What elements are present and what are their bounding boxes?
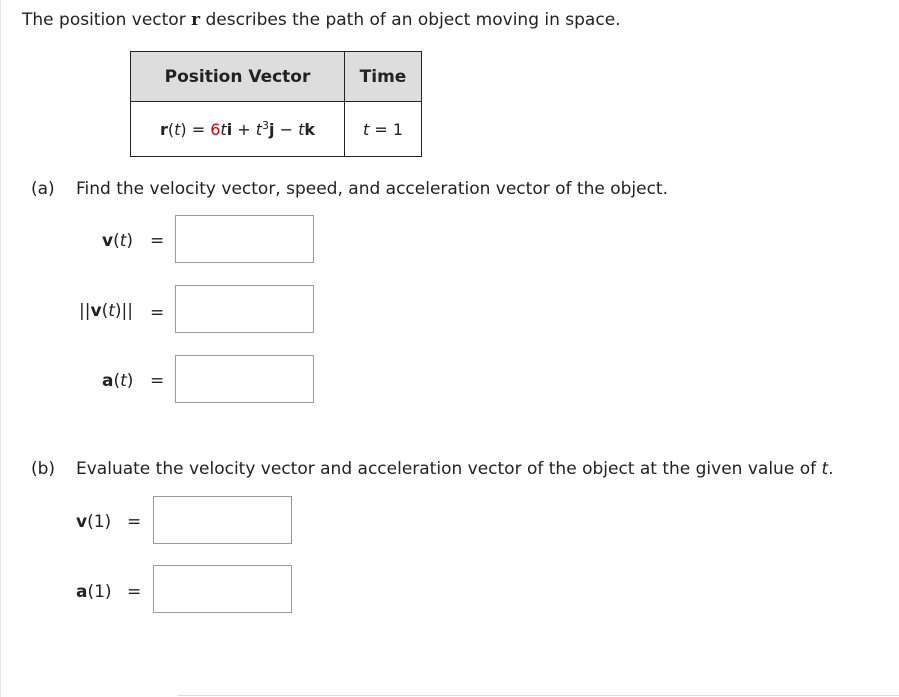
acceleration-at-1-equals: = <box>127 582 142 602</box>
velocity-open-paren: ( <box>113 231 120 251</box>
acceleration-at-1-answer-input[interactable] <box>153 565 292 613</box>
left-border <box>0 0 1 697</box>
formula-t1: t <box>220 120 227 139</box>
bottom-divider <box>178 695 899 696</box>
formula-r: r <box>159 120 168 139</box>
speed-label <box>79 300 133 322</box>
velocity-equals: = <box>150 231 165 251</box>
acceleration-answer-input[interactable] <box>175 355 314 403</box>
intro-text-start: The position vector <box>22 10 192 30</box>
speed-symbol: v <box>90 301 102 321</box>
part-b-heading <box>31 458 834 480</box>
part-a-heading <box>31 178 668 200</box>
formula-close-eq: ) = <box>180 120 211 139</box>
velocity-var-t: t <box>119 231 127 251</box>
velocity-label <box>102 230 133 252</box>
velocity-at-1-label <box>76 511 111 533</box>
velocity-close-paren: ) <box>126 231 134 251</box>
part-a-label: (a) <box>31 179 55 199</box>
speed-answer-input[interactable] <box>175 285 314 333</box>
acceleration-open-paren: ( <box>113 371 121 391</box>
velocity-symbol: v <box>102 231 114 251</box>
part-a-text: Find the velocity vector, speed, and acceleration vector of the object. <box>76 179 668 199</box>
part-b-var-t: t <box>821 459 829 479</box>
formula-unit-j: j <box>269 120 275 139</box>
speed-equals: = <box>150 303 165 323</box>
velocity-at-1-equals: = <box>127 512 142 532</box>
formula-unit-k: k <box>304 120 316 139</box>
formula-unit-i: i <box>226 120 233 139</box>
acceleration-at-1-symbol: a <box>76 582 88 602</box>
acceleration-at-1-label <box>76 581 112 603</box>
acceleration-equals: = <box>150 371 165 391</box>
speed-var-t: t <box>108 301 115 321</box>
velocity-at-1-answer-input[interactable] <box>153 496 292 544</box>
formula-minus: − <box>274 120 299 139</box>
time-var-t: t <box>362 120 370 139</box>
acceleration-symbol: a <box>102 371 114 391</box>
header-time: Time <box>359 67 407 87</box>
speed-open-paren: ( <box>101 301 109 321</box>
position-vector-formula <box>131 119 344 141</box>
part-b-text: Evaluate the velocity vector and acceleration vector of the object at the given value of <box>76 459 822 479</box>
intro-text-end: describes the path of an object moving in space. <box>200 10 621 30</box>
velocity-at-1-symbol: v <box>76 512 88 532</box>
velocity-answer-input[interactable] <box>175 215 314 263</box>
speed-norm-close: || <box>121 301 133 321</box>
header-position-vector: Position Vector <box>164 67 311 87</box>
formula-open-paren: ( <box>167 120 175 139</box>
acceleration-label <box>102 370 133 392</box>
formula-arg-t: t <box>174 120 181 139</box>
intro-vector-r: r <box>191 10 201 30</box>
formula-plus: + <box>232 120 256 139</box>
part-b-period: . <box>828 459 834 479</box>
velocity-at-1-arg: (1) <box>87 512 112 532</box>
formula-t2: t <box>255 120 263 139</box>
time-equals-one: = 1 <box>369 120 404 139</box>
acceleration-var-t: t <box>120 371 127 391</box>
formula-exponent: 3 <box>262 119 270 132</box>
formula-coefficient: 6 <box>210 120 221 139</box>
acceleration-close-paren: ) <box>126 371 134 391</box>
time-value <box>345 119 421 141</box>
problem-statement <box>22 9 621 31</box>
speed-norm-open: || <box>79 301 91 321</box>
part-b-label: (b) <box>31 459 56 479</box>
position-vector-table <box>130 51 422 157</box>
formula-t3: t <box>298 120 305 139</box>
speed-close-paren: ) <box>114 301 122 321</box>
acceleration-at-1-arg: (1) <box>87 582 112 602</box>
